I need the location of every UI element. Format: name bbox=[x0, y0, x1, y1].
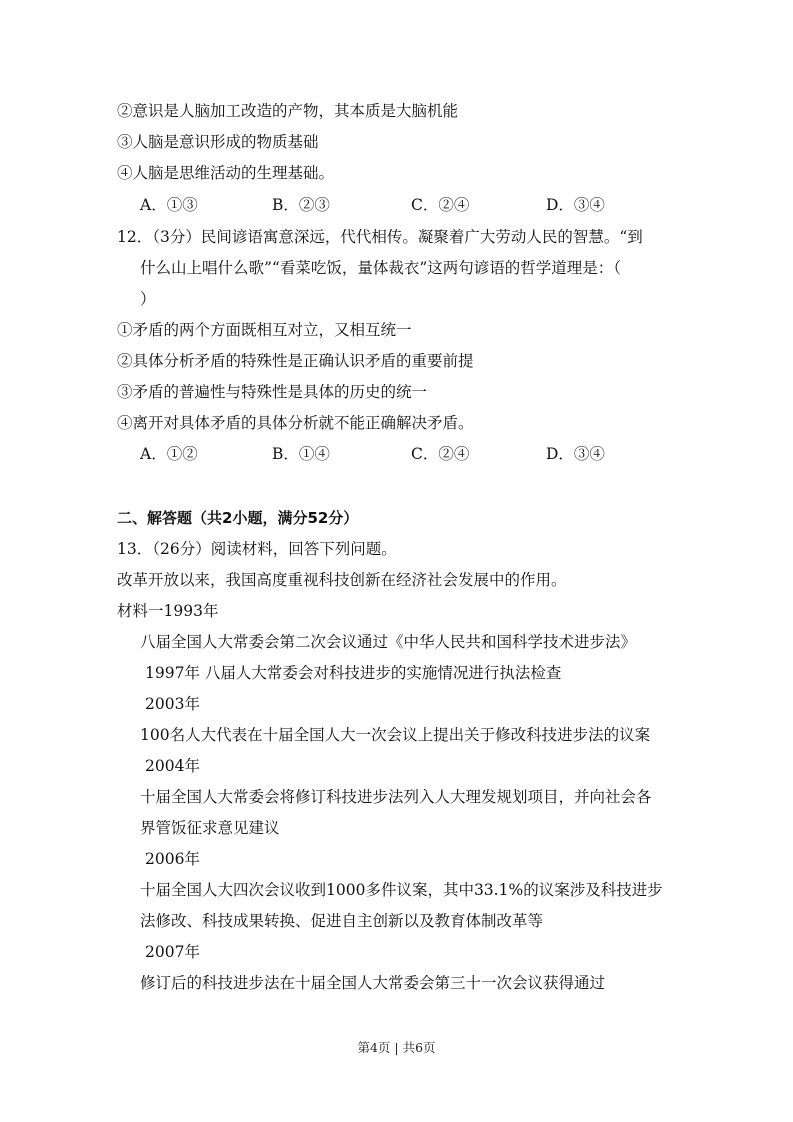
q12-stem-line-3: ） bbox=[140, 290, 156, 308]
q12-stem-line-2: 什么山上唱什么歌”“看菜吃饭，量体裁衣”这两句谚语的哲学道理是：（ bbox=[140, 259, 622, 277]
q13-material-line: 法修改、科技成果转换、促进自主创新以及教育体制改革等 bbox=[140, 912, 544, 930]
q13-material-line: 1997年 八届人大常委会对科技进步的实施情况进行执法检查 bbox=[145, 664, 562, 682]
q13-material-line: 十届全国人大四次会议收到1000多件议案，其中33.1%的议案涉及科技进步 bbox=[140, 881, 663, 899]
q11-option-a: A．①③ bbox=[140, 196, 198, 214]
q13-material-year: 2007年 bbox=[145, 943, 200, 961]
q13-intro: 改革开放以来，我国高度重视科技创新在经济社会发展中的作用。 bbox=[117, 571, 567, 589]
q11-option-d: D．③④ bbox=[546, 196, 605, 214]
q13-material-line: 界管饭征求意见建议 bbox=[140, 819, 280, 837]
q12-option-a: A．①② bbox=[140, 445, 198, 463]
q13-material-line: 十届全国人大常委会将修订科技进步法列入人大理发规划项目，并向社会各 bbox=[140, 788, 652, 806]
q13-material-line: 八届全国人大常委会第二次会议通过《中华人民共和国科学技术进步法》 bbox=[140, 633, 637, 651]
q11-options bbox=[140, 195, 700, 215]
q11-item-4: ④人脑是思维活动的生理基础。 bbox=[117, 164, 335, 182]
q12-item-2: ②具体分析矛盾的特殊性是正确认识矛盾的重要前提 bbox=[117, 352, 474, 370]
q13-material-label: 材料一1993年 bbox=[117, 602, 219, 620]
q11-item-3: ③人脑是意识形成的物质基础 bbox=[117, 133, 319, 151]
q12-option-b: B．①④ bbox=[272, 445, 330, 463]
q12-option-c: C．②④ bbox=[411, 445, 470, 463]
page-footer: 第4页 | 共6页 bbox=[357, 1040, 436, 1055]
q11-option-c: C．②④ bbox=[411, 196, 470, 214]
q12-item-1: ①矛盾的两个方面既相互对立，又相互统一 bbox=[117, 321, 412, 339]
q11-item-2: ②意识是人脑加工改造的产物，其本质是大脑机能 bbox=[117, 102, 459, 120]
q12-item-3: ③矛盾的普遍性与特殊性是具体的历史的统一 bbox=[117, 383, 428, 401]
q13-material-year: 2003年 bbox=[145, 695, 200, 713]
q12-option-d: D．③④ bbox=[546, 445, 605, 463]
q12-stem-line-1: 12．（3分）民间谚语寓意深远，代代相传。凝聚着广大劳动人民的智慧。“到 bbox=[117, 228, 643, 246]
q13-material-line: 100名人大代表在十届全国人大一次会议上提出关于修改科技进步法的议案 bbox=[140, 726, 651, 744]
q12-item-4: ④离开对具体矛盾的具体分析就不能正确解决矛盾。 bbox=[117, 414, 474, 432]
q11-option-b: B．②③ bbox=[272, 196, 330, 214]
q13-material-year: 2004年 bbox=[145, 757, 200, 775]
q12-options bbox=[140, 444, 700, 464]
q13-material-year: 2006年 bbox=[145, 850, 200, 868]
q13-material-line: 修订后的科技进步法在十届全国人大常委会第三十一次会议获得通过 bbox=[140, 974, 606, 992]
section-heading: 二、解答题（共2小题，满分52分） bbox=[117, 509, 359, 527]
q13-stem: 13．（26分）阅读材料，回答下列问题。 bbox=[117, 540, 397, 558]
